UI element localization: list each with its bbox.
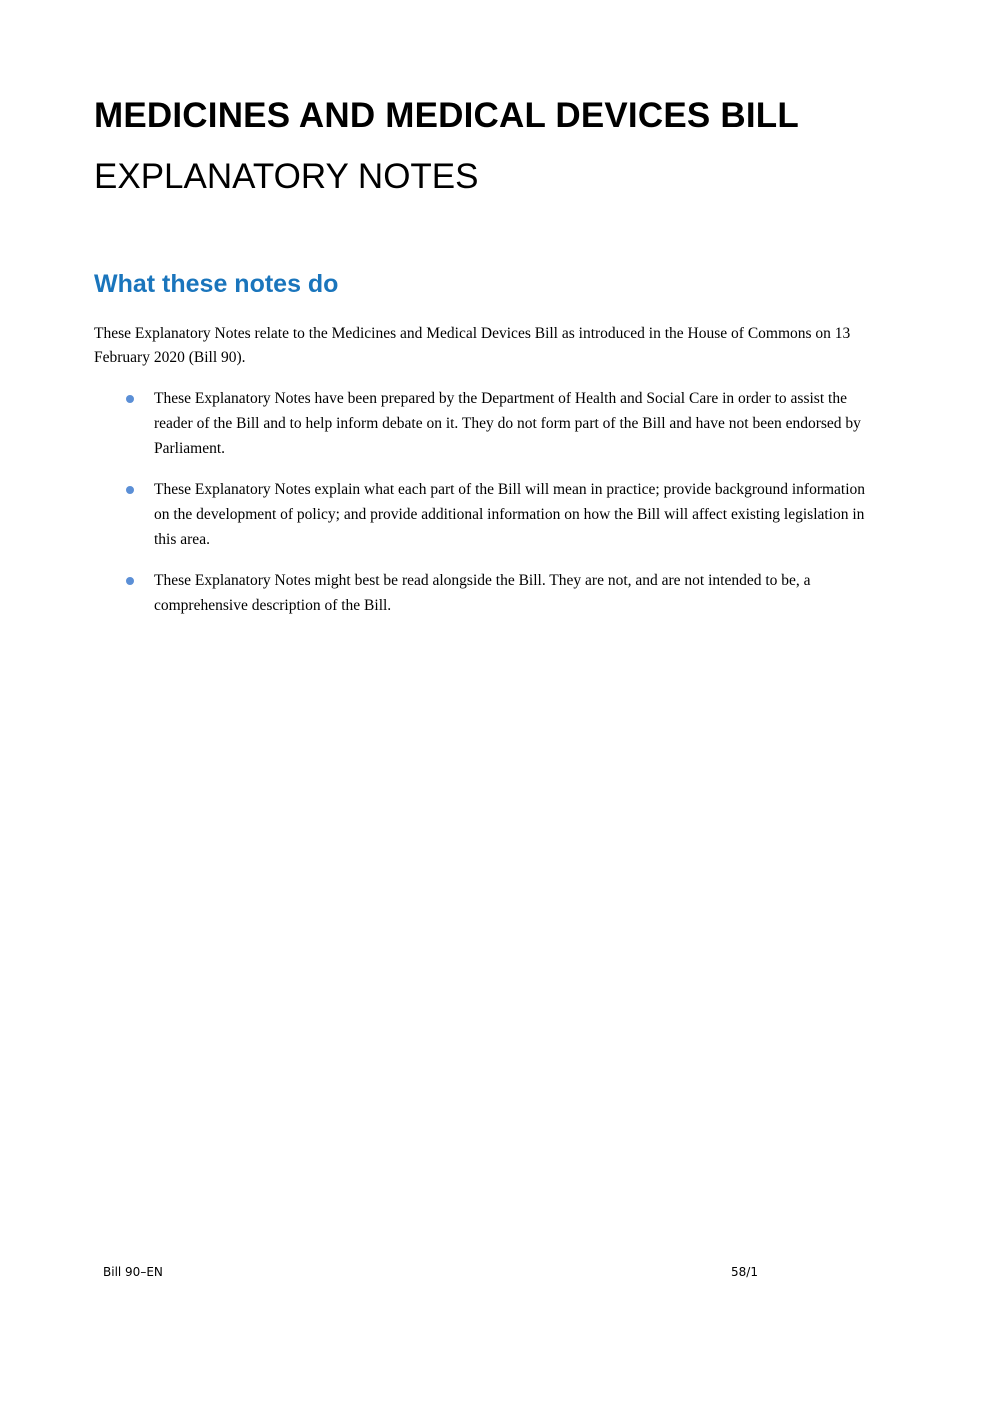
bullet-dot-icon <box>126 395 134 403</box>
bullet-text: These Explanatory Notes explain what each part of the Bill will mean in practice; provide background information on the development of policy; and provide additional information on how the Bill will affect existing legislation in this area. <box>154 481 866 548</box>
bullet-dot-icon <box>126 486 134 494</box>
footer-page-reference: 58/1 <box>731 1265 758 1279</box>
intro-paragraph: These Explanatory Notes relate to the Medicines and Medical Devices Bill as introduced in the House of Commons on 13 February 2020 (Bill 90). <box>94 325 851 366</box>
bullet-dot-icon <box>126 577 134 585</box>
bullet-item <box>94 386 874 461</box>
document-subtitle: EXPLANATORY NOTES <box>94 157 479 196</box>
footer-bill-reference: Bill 90–EN <box>103 1265 163 1279</box>
section-heading: What these notes do <box>94 270 339 298</box>
document-title: MEDICINES AND MEDICAL DEVICES BILL <box>94 96 799 135</box>
bullet-list <box>94 386 874 634</box>
bullet-text: These Explanatory Notes might best be read alongside the Bill. They are not, and are not intended to be, a comprehensive description of the Bill. <box>154 572 811 614</box>
bullet-item <box>94 568 874 618</box>
bullet-text: These Explanatory Notes have been prepared by the Department of Health and Social Care in order to assist the reader of the Bill and to help inform debate on it. They do not form part of the Bill and have not been endorsed by Parliament. <box>154 390 861 457</box>
bullet-item <box>94 477 874 552</box>
